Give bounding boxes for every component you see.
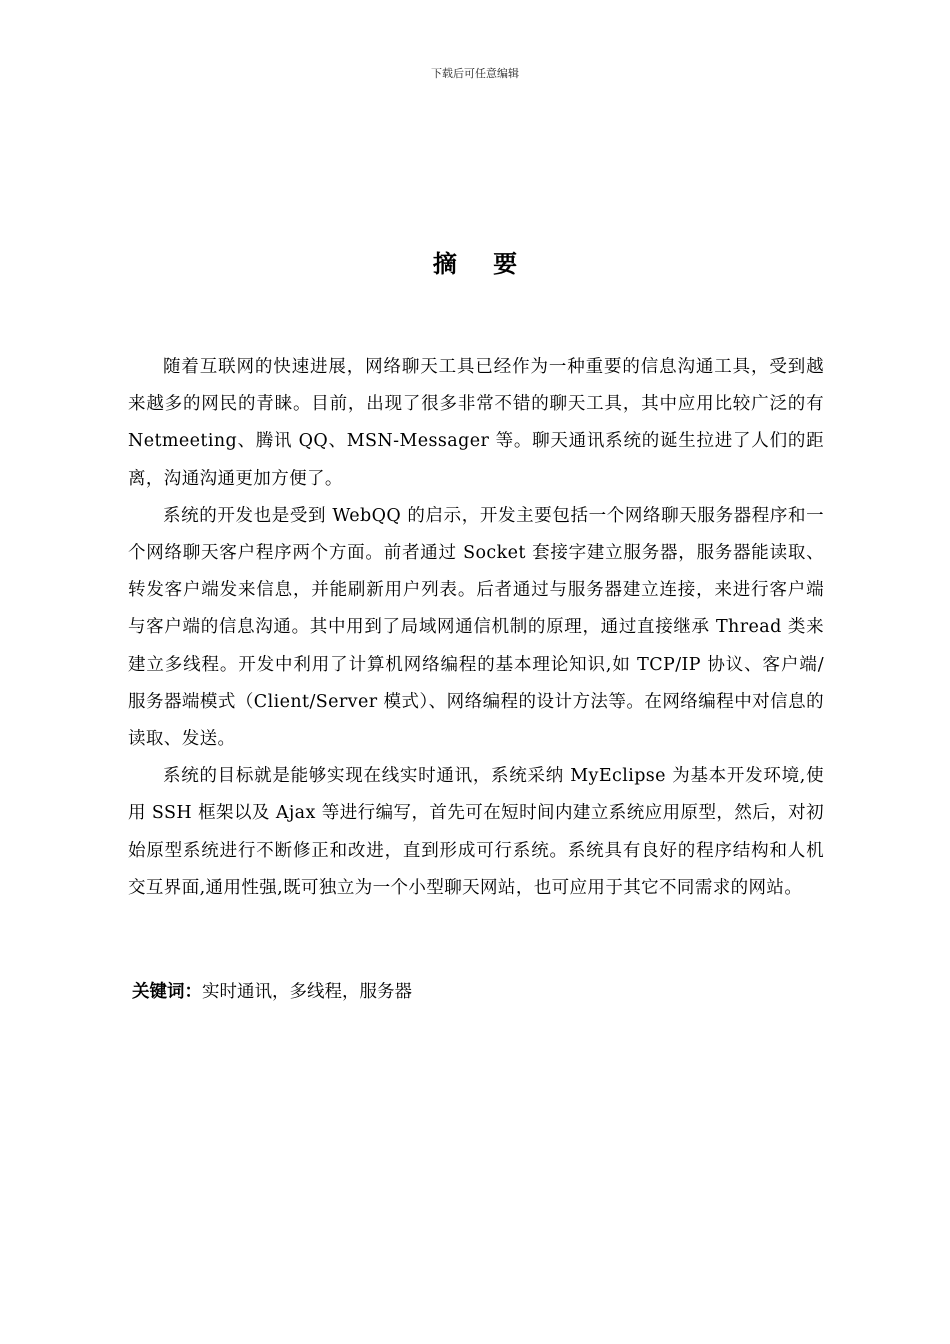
keywords-line xyxy=(132,974,822,1010)
page-title: 摘 要 xyxy=(432,249,532,278)
abstract-paragraph-1: 随着互联网的快速进展，网络聊天工具已经作为一种重要的信息沟通工具，受到越来越多的网民的青睐。目前，出现了很多非常不错的聊天工具，其中应用比较广泛的有 Netmeeting、腾讯 QQ、MSN-Messager 等。聊天通讯系统的诞生拉进了人们的距离，沟通沟通更加方便了。 xyxy=(128,357,824,489)
keywords-label: 关键词： xyxy=(132,982,202,1002)
header-note: 下载后可任意编辑 xyxy=(431,67,519,80)
abstract-paragraph-3: 系统的目标就是能够实现在线实时通讯，系统采纳 MyEclipse 为基本开发环境,使用 SSH 框架以及 Ajax 等进行编写，首先可在短时间内建立系统应用原型，然后，对初始原型系统进行不断修正和改进，直到形成可行系统。系统具有良好的程序结构和人机交互界面,通用性强,既可独立为一个小型聊天网站，也可应用于其它不同需求的网站。 xyxy=(128,766,824,898)
keywords-value: 实时通讯，多线程，服务器 xyxy=(202,982,412,1002)
abstract-paragraph-2: 系统的开发也是受到 WebQQ 的启示，开发主要包括一个网络聊天服务器程序和一个网络聊天客户程序两个方面。前者通过 Socket 套接字建立服务器，服务器能读取、转发客户端发来信息，并能刷新用户列表。后者通过与服务器建立连接，来进行客户端与客户端的信息沟通。其中用到了局域网通信机制的原理，通过直接继承 Thread 类来建立多线程。开发中利用了计算机网络编程的基本理论知识,如 TCP/IP 协议、客户端/服务器端模式（Client/Server 模式）、网络编程的设计方法等。在网络编程中对信息的读取、发送。 xyxy=(128,505,824,750)
abstract-body xyxy=(128,349,824,907)
